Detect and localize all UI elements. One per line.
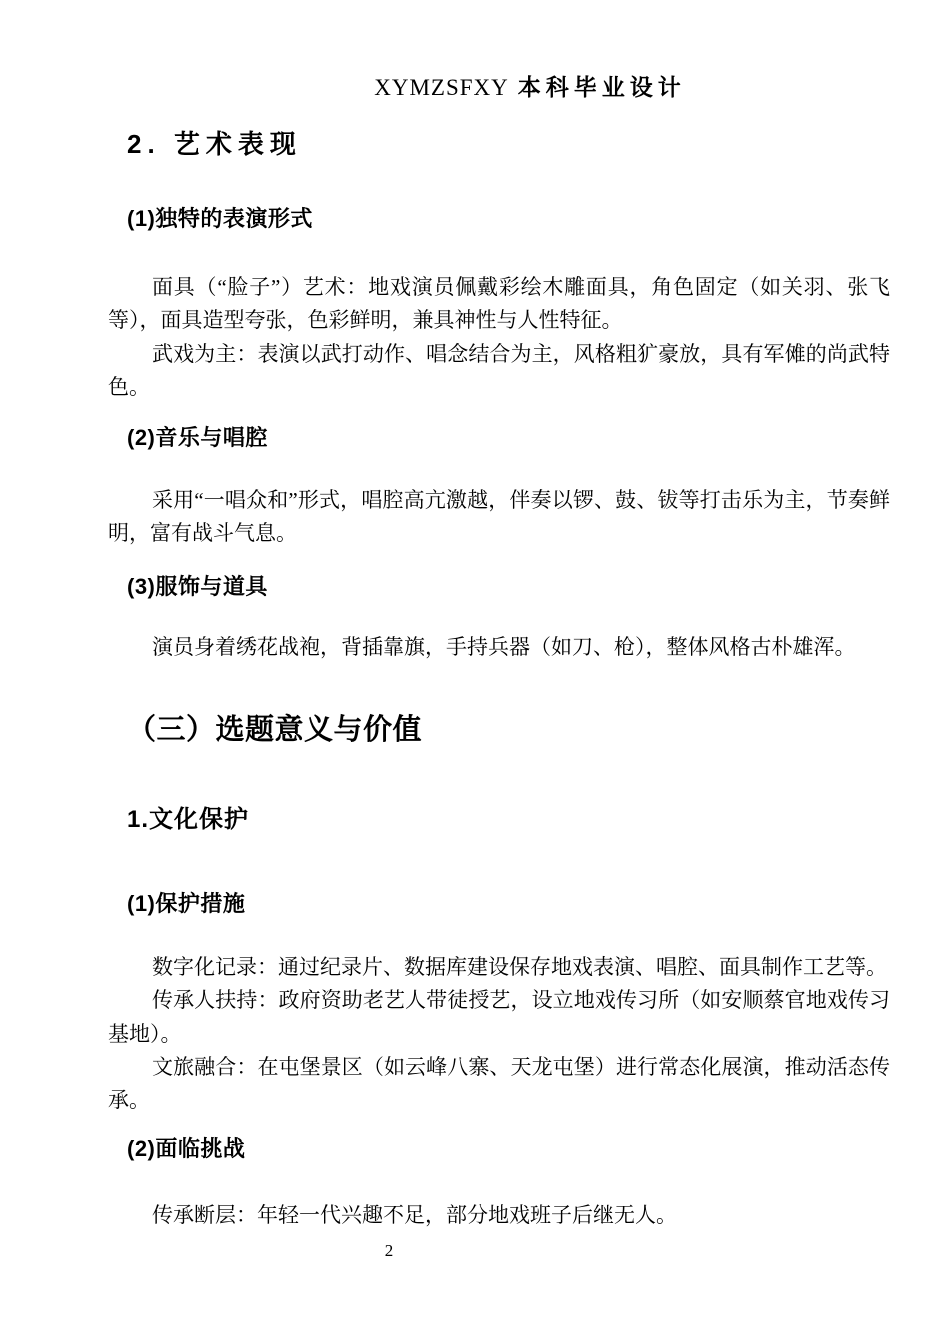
paragraph-group-costume — [108, 631, 890, 664]
paragraph-group-challenges — [108, 1199, 890, 1232]
paragraph-inheritor-support: 传承人扶持：政府资助老艺人带徒授艺，设立地戏传习所（如安顺蔡官地戏传习基地）。 — [108, 988, 890, 1046]
subheading-costume-props: (3)服饰与道具 — [127, 574, 268, 600]
paragraph-inheritance-gap: 传承断层：年轻一代兴趣不足，部分地戏班子后继无人。 — [152, 1202, 677, 1227]
heading-topic-significance: （三）选题意义与价值 — [127, 713, 423, 746]
heading-cultural-protection: 1.文化保护 — [127, 805, 250, 833]
page-number: 2 — [384, 1241, 394, 1260]
paragraph-digital-recording: 数字化记录：通过纪录片、数据库建设保存地戏表演、唱腔、面具制作工艺等。 — [152, 954, 887, 979]
header-doc-type: 本科毕业设计 — [517, 75, 686, 100]
subheading-protection-measures: (1)保护措施 — [127, 890, 246, 916]
subheading-challenges: (2)面临挑战 — [127, 1135, 246, 1161]
document-content — [108, 0, 890, 1232]
page-footer — [385, 1242, 394, 1259]
paragraph-tourism-integration: 文旅融合：在屯堡景区（如云峰八寨、天龙屯堡）进行常态化展演，推动活态传承。 — [108, 1055, 890, 1113]
paragraph-mask-art: 面具（“脸子”）艺术：地戏演员佩戴彩绘木雕面具，角色固定（如关羽、张飞等），面具造型夸张，色彩鲜明，兼具神性与人性特征。 — [108, 275, 890, 333]
header-school-code: XYMZSFXY — [374, 75, 509, 100]
heading-art-expression: 2. 艺术表现 — [127, 129, 302, 159]
paragraph-group-performance — [108, 271, 890, 405]
paragraph-costume: 演员身着绣花战袍，背插靠旗，手持兵器（如刀、枪），整体风格古朴雄浑。 — [152, 635, 856, 660]
subheading-performance-form: (1)独特的表演形式 — [127, 206, 313, 231]
subheading-music-vocals: (2)音乐与唱腔 — [127, 424, 268, 450]
paragraph-vocal-style: 采用“一唱众和”形式，唱腔高亢激越，伴奏以锣、鼓、钹等打击乐为主，节奏鲜明，富有战斗气息。 — [108, 487, 890, 546]
paragraph-martial-style: 武戏为主：表演以武打动作、唱念结合为主，风格粗犷豪放，具有军傩的尚武特色。 — [108, 341, 890, 400]
paragraph-group-measures — [108, 951, 890, 1118]
paragraph-group-music — [108, 484, 890, 551]
